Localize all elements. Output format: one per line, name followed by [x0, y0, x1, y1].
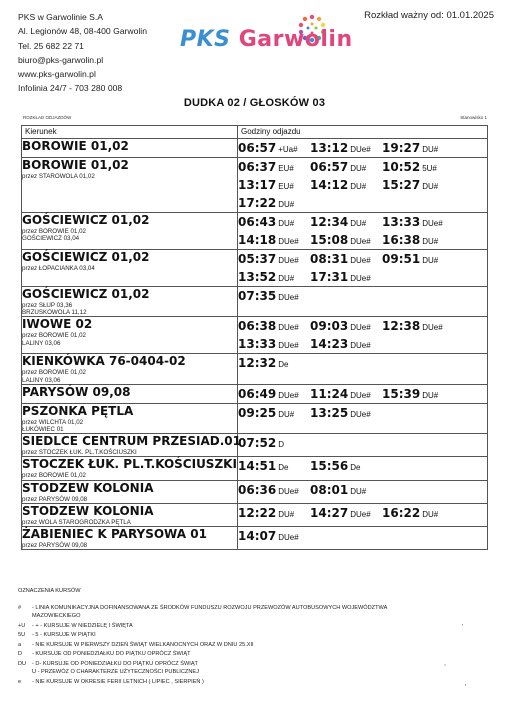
departure	[310, 250, 382, 268]
departure	[238, 213, 310, 231]
table-row	[22, 480, 488, 503]
departure-time: 16:38	[382, 233, 421, 247]
stop-title: DUDKA 02 / GŁOSKÓW 03	[183, 97, 326, 109]
table-row	[22, 457, 488, 480]
via-stop: przez PARYSÓW 09,08	[22, 542, 88, 550]
departure-time: 09:51	[382, 252, 421, 266]
departure-symbols: DUe#	[350, 274, 371, 283]
departure-time: 09:25	[238, 405, 277, 420]
departure-time: 16:22	[382, 505, 421, 520]
legend-item	[18, 632, 96, 638]
departure	[382, 317, 454, 335]
departure-symbols: DU#	[422, 182, 439, 191]
departure-symbols: DU#	[350, 164, 367, 173]
legend-code: 5U	[18, 632, 26, 638]
via-stop: przez STAROWOLA 01,02	[22, 173, 95, 180]
via-stop: LALINY 03,06	[22, 339, 61, 347]
legend-text: - + - KURSUJE W NIEDZIELĘ I ŚWIĘTA	[32, 623, 133, 629]
departure-line	[238, 213, 487, 231]
destination-cell	[22, 354, 238, 384]
departure-line	[238, 139, 487, 157]
via-stop: przez PARYSÓW 09,08	[22, 495, 88, 503]
departure	[310, 504, 382, 522]
departure	[382, 176, 454, 194]
logo-garwolin: Garwolin	[238, 27, 353, 52]
departure-symbols: DUe#	[350, 390, 371, 400]
departure-symbols: DUe#	[350, 256, 371, 265]
departure-symbols: De	[278, 463, 289, 473]
departure	[310, 404, 382, 422]
table-row	[22, 403, 488, 433]
legend-item	[18, 613, 80, 619]
departures-cell	[238, 480, 488, 503]
departure-time: 15:27	[382, 178, 421, 192]
departure-time: 06:43	[238, 215, 277, 229]
table-row	[22, 213, 488, 250]
departure-time: 14:23	[310, 337, 349, 352]
departure-symbols: DUe#	[278, 390, 299, 400]
departure-symbols: DUe#	[422, 219, 443, 228]
departure-time: 13:12	[310, 141, 349, 155]
departure-symbols: DU#	[350, 182, 367, 191]
destination-cell	[22, 480, 238, 503]
destination-name: KIENKÓWKA 76-0404-02	[22, 354, 186, 369]
table-row	[22, 158, 488, 213]
departure-symbols: DUe#	[278, 323, 299, 333]
departure-line	[238, 354, 487, 372]
departure	[382, 504, 454, 522]
scan-mark: '	[465, 684, 467, 691]
timetable-header	[22, 126, 488, 139]
table-row	[22, 317, 488, 354]
departure-line	[238, 457, 487, 475]
departure-time: 14:51	[238, 459, 277, 474]
departure-time: 15:39	[382, 386, 421, 401]
departure-symbols: DUe#	[350, 237, 371, 246]
table-row	[22, 287, 488, 317]
departures-cell	[238, 403, 488, 433]
departure	[382, 158, 454, 176]
departure-line	[238, 250, 487, 268]
departure-symbols: DU#	[278, 200, 295, 209]
departure-time: 06:57	[238, 141, 277, 155]
departures-cell	[238, 139, 488, 158]
table-row	[22, 250, 488, 287]
legend-item	[18, 679, 204, 685]
departure	[238, 176, 310, 194]
destination-cell	[22, 317, 238, 354]
departure-line	[238, 176, 487, 194]
departure-time: 09:03	[310, 319, 349, 334]
departure-symbols: EU#	[278, 164, 294, 173]
departure-time: 06:38	[238, 319, 277, 334]
departure-time: 07:35	[238, 289, 277, 303]
departure	[310, 213, 382, 231]
departure-time: 06:36	[238, 482, 277, 497]
destination-cell	[22, 527, 238, 550]
legend-code: #	[18, 605, 22, 611]
legend-code: DU	[18, 661, 27, 667]
destination-name: BOROWIE 01,02	[22, 139, 129, 153]
departures-cell	[238, 434, 488, 457]
departure-time: 12:32	[238, 356, 277, 371]
departure-time: 12:34	[310, 215, 349, 229]
departure-symbols: DU#	[422, 237, 439, 246]
departure	[238, 268, 310, 286]
departure	[238, 354, 310, 372]
departure	[310, 158, 382, 176]
via-stop: przez BOROWIE 01,02	[22, 369, 86, 377]
departure-symbols: DU#	[278, 509, 295, 519]
departure-time: 14:07	[238, 529, 277, 544]
departure-time: 15:56	[310, 459, 349, 474]
legend-text: - NIE KURSUJE W OKRESIE FERII LETNICH ( LIPIEC , SIERPIEŃ )	[32, 679, 204, 685]
legend-text: U - PRZEWÓZ O CHARAKTERZE UŻYTECZNOŚCI PUBLICZNEJ	[32, 669, 199, 675]
departures-cell	[238, 384, 488, 403]
legend-code: +U	[18, 623, 26, 629]
departure	[310, 457, 382, 475]
departure-time: 12:38	[382, 319, 421, 334]
departure-symbols: DUe#	[350, 145, 371, 154]
departure-time: 17:31	[310, 270, 349, 284]
destination-name: GOŚCIEWICZ 01,02	[22, 250, 150, 264]
legend-item	[18, 661, 198, 667]
departure	[238, 194, 310, 212]
departure-symbols: 5U#	[422, 164, 437, 173]
departure	[310, 385, 382, 403]
departure-time: 14:12	[310, 178, 349, 192]
departure-symbols: De	[278, 360, 289, 370]
departure-time: 08:31	[310, 252, 349, 266]
departure-symbols: DUe#	[350, 409, 371, 419]
table-row	[22, 527, 488, 550]
destination-cell	[22, 384, 238, 403]
departure-line	[238, 434, 487, 452]
departure	[310, 139, 382, 157]
via-stop: LALINY 03,06	[22, 376, 61, 384]
departure-symbols: DU#	[278, 219, 295, 228]
departures-cell	[238, 287, 488, 317]
departure-time: 08:01	[310, 482, 349, 497]
departure-time: 14:18	[238, 233, 277, 247]
legend-text: MAZOWIECKIEGO	[32, 613, 81, 619]
departure-symbols: DU#	[350, 219, 367, 228]
via-stop: przez BOROWIE 01,02	[22, 332, 86, 340]
departure	[238, 231, 310, 249]
departure	[238, 335, 310, 353]
company-name: PKS w Garwolinie S.A	[18, 12, 104, 22]
departure-time: 06:37	[238, 160, 277, 174]
departure-time: 13:33	[382, 215, 421, 229]
departure	[382, 213, 454, 231]
departure	[238, 385, 310, 403]
departure-symbols: DU#	[422, 145, 439, 154]
table-row	[22, 354, 488, 384]
destination-cell	[22, 434, 241, 457]
departure	[310, 176, 382, 194]
departures-cell	[238, 503, 488, 526]
via-stop: BRZUSKOWOLA 11,12	[22, 309, 87, 317]
departure-symbols: DUe#	[278, 486, 299, 496]
departures-cell	[238, 213, 488, 250]
table-row	[22, 384, 488, 403]
departure-symbols: D	[278, 440, 284, 450]
departure	[310, 268, 382, 286]
departure	[238, 139, 310, 157]
departure-symbols: DU#	[278, 409, 295, 419]
departure-time: 13:52	[238, 270, 277, 284]
validity-date: Rozkład ważny od: 01.01.2025	[364, 10, 494, 21]
departure-symbols: DU#	[422, 256, 439, 265]
departures-cell	[238, 250, 488, 287]
timetable-body	[22, 139, 488, 550]
logo-pks: PKS	[180, 27, 231, 52]
legend-item	[18, 642, 254, 648]
departure	[310, 317, 382, 335]
via-stop: przez STOCZEK ŁUK. PL.T.KOŚCIUSZKI	[22, 449, 137, 457]
via-stop: przez SŁUP 03,36	[22, 302, 73, 309]
departure-symbols: DUe#	[278, 237, 299, 246]
departure-time: 13:25	[310, 405, 349, 420]
departure-time: 14:27	[310, 505, 349, 520]
departure	[310, 231, 382, 249]
departure	[238, 434, 310, 452]
departure	[382, 231, 454, 249]
departure-symbols: +Ua#	[278, 145, 298, 154]
departure	[238, 457, 310, 475]
company-info	[18, 10, 147, 96]
departures-cell	[238, 317, 488, 354]
departure-symbols: DUe#	[278, 341, 299, 351]
departure-symbols: DU#	[278, 274, 295, 283]
departure	[310, 335, 382, 353]
company-hotline: Infolinia 24/7 - 703 280 008	[18, 83, 123, 94]
departure-line	[238, 385, 487, 403]
departure	[238, 404, 310, 422]
departure	[238, 158, 310, 176]
departure-time: 15:08	[310, 233, 349, 247]
destination-name: STODZEW KOLONIA	[22, 480, 154, 495]
pks-logo	[180, 27, 353, 52]
legend-code: e	[18, 679, 22, 685]
destination-name: GOŚCIEWICZ 01,02	[22, 213, 150, 227]
scan-mark: ,	[444, 660, 446, 667]
destination-cell	[22, 457, 238, 480]
departure	[382, 250, 454, 268]
departure-line	[238, 158, 487, 176]
destination-cell	[22, 503, 238, 526]
departure-line	[238, 335, 487, 353]
table-row	[22, 503, 488, 526]
destination-name: PARYSÓW 09,08	[22, 384, 131, 399]
departure-line	[238, 527, 487, 545]
departure-line	[238, 317, 487, 335]
departure-line	[238, 504, 487, 522]
destination-cell	[22, 139, 238, 158]
legend-text: - KURSUJE OD PONIEDZIAŁKU DO PIĄTKU OPRÓCZ ŚWIĄT	[32, 651, 191, 657]
company-website: www.pks-garwolin.pl	[18, 69, 96, 80]
destination-name: PSZONKA PĘTLA	[22, 403, 134, 418]
departure	[238, 504, 310, 522]
departure-symbols: DU#	[350, 486, 367, 496]
platform-label: Stanowisko 1	[460, 115, 487, 120]
departure-line	[238, 268, 487, 286]
legend-item	[18, 669, 199, 675]
departures-cell	[238, 527, 488, 550]
departure-symbols: DUe#	[350, 509, 371, 519]
departure-symbols: DUe#	[278, 533, 299, 543]
legend-text: - D- KURSUJE OD PONIEDZIAŁKU DO PIĄTKU OPRÓCZ ŚWIĄT	[32, 661, 198, 667]
via-stop: przez WILCHTA 01,02	[22, 418, 84, 426]
departures-cell	[238, 457, 488, 480]
departure-symbols: DUe#	[278, 256, 299, 265]
departure-time: 10:52	[382, 160, 421, 174]
departure	[238, 317, 310, 335]
departure-symbols: DU#	[422, 509, 439, 519]
departure-time: 13:33	[238, 337, 277, 352]
departure-line	[238, 194, 487, 212]
departure-time: 13:17	[238, 178, 277, 192]
via-stop: przez ŁOPACIANKA 03,04	[22, 265, 95, 272]
legend-text: - NIE KURSUJE W PIERWSZY DZIEŃ ŚWIĄT WIELKANOCNYCH ORAZ W DNIU 25.XII	[32, 642, 254, 648]
destination-cell	[22, 403, 238, 433]
scan-mark: '	[462, 624, 464, 631]
destination-name: STODZEW KOLONIA	[22, 503, 154, 518]
via-stop: przez BOROWIE 01,02	[22, 472, 86, 480]
departure-symbols: DUe#	[350, 341, 371, 351]
header-destination: Kierunek	[22, 126, 238, 139]
via-stop: przez BOROWIE 01,02	[22, 228, 86, 235]
departure-time: 07:52	[238, 436, 277, 451]
via-stop: ŁUKÓWIEC 01	[22, 426, 64, 434]
departure-line	[238, 287, 487, 305]
timetable-label: ROZKŁAD ODJAZDÓW	[23, 115, 72, 120]
company-address: Al. Legionów 48, 08-400 Garwolin	[18, 26, 147, 37]
via-stop: GOŚCIEWICZ 03,04	[22, 235, 80, 243]
company-phone: Tel. 25 682 22 71	[18, 40, 84, 51]
departure-line	[238, 404, 487, 422]
departure-line	[238, 481, 487, 499]
departure-symbols: DUe#	[422, 323, 443, 333]
departure-symbols: DUe#	[350, 323, 371, 333]
legend-item	[18, 623, 133, 629]
legend-text: - 5 - KURSUJE W PIĄTKI	[32, 632, 96, 638]
departure-time: 17:22	[238, 196, 277, 210]
destination-cell	[22, 213, 238, 250]
legend-item	[18, 605, 387, 611]
departure-time: 12:22	[238, 505, 277, 520]
departure-line	[238, 231, 487, 249]
departure-time: 19:27	[382, 141, 421, 155]
destination-name: BOROWIE 01,02	[22, 158, 129, 172]
timetable	[21, 125, 488, 550]
destination-cell	[22, 287, 238, 317]
via-stop: przez WOLA STAROGRODZKA PĘTLA	[22, 518, 131, 526]
destination-cell	[22, 250, 238, 287]
departure-symbols: De	[350, 463, 361, 473]
departure-time: 06:49	[238, 386, 277, 401]
departures-cell	[238, 158, 488, 213]
departure	[238, 250, 310, 268]
departure-symbols: DUe#	[278, 293, 299, 302]
departure-symbols: EU#	[278, 182, 294, 191]
departure	[238, 287, 310, 305]
destination-name: IWOWE 02	[22, 317, 93, 332]
legend-text: - LINIA KOMUNIKACYJNA DOFINANSOWANA ZE ŚRODKÓW FUNDUSZU ROZWOJU PRZEWOZÓW AUTOBUSOWYCH WOJEWÓDZTWA	[32, 605, 388, 611]
header-departures: Godziny odjazdu	[238, 126, 488, 139]
departure	[382, 139, 454, 157]
departure-time: 05:37	[238, 252, 277, 266]
departure	[382, 385, 454, 403]
destination-name: ŻABIENIEC K PARYSOWA 01	[22, 527, 207, 542]
departure-symbols: DU#	[422, 390, 439, 400]
departure-time: 11:24	[310, 386, 349, 401]
departure-time: 06:57	[310, 160, 349, 174]
departure	[238, 481, 310, 499]
table-row	[22, 139, 488, 158]
destination-cell	[22, 158, 238, 213]
departure	[238, 527, 310, 545]
departure	[310, 481, 382, 499]
legend-code: D	[18, 651, 23, 657]
destination-name: STOCZEK ŁUK. PL.T.KOŚCIUSZKI	[22, 457, 237, 472]
legend-title: OZNACZENIA KURSÓW	[18, 588, 81, 594]
legend-item	[18, 651, 191, 657]
company-email: biuro@pks-garwolin.pl	[18, 54, 104, 65]
legend-code: a	[18, 642, 22, 648]
departures-cell	[238, 354, 488, 384]
table-row	[22, 434, 488, 457]
destination-name: GOŚCIEWICZ 01,02	[22, 287, 150, 301]
destination-name: SIEDLCE CENTRUM PRZESIAD.01	[22, 434, 241, 449]
